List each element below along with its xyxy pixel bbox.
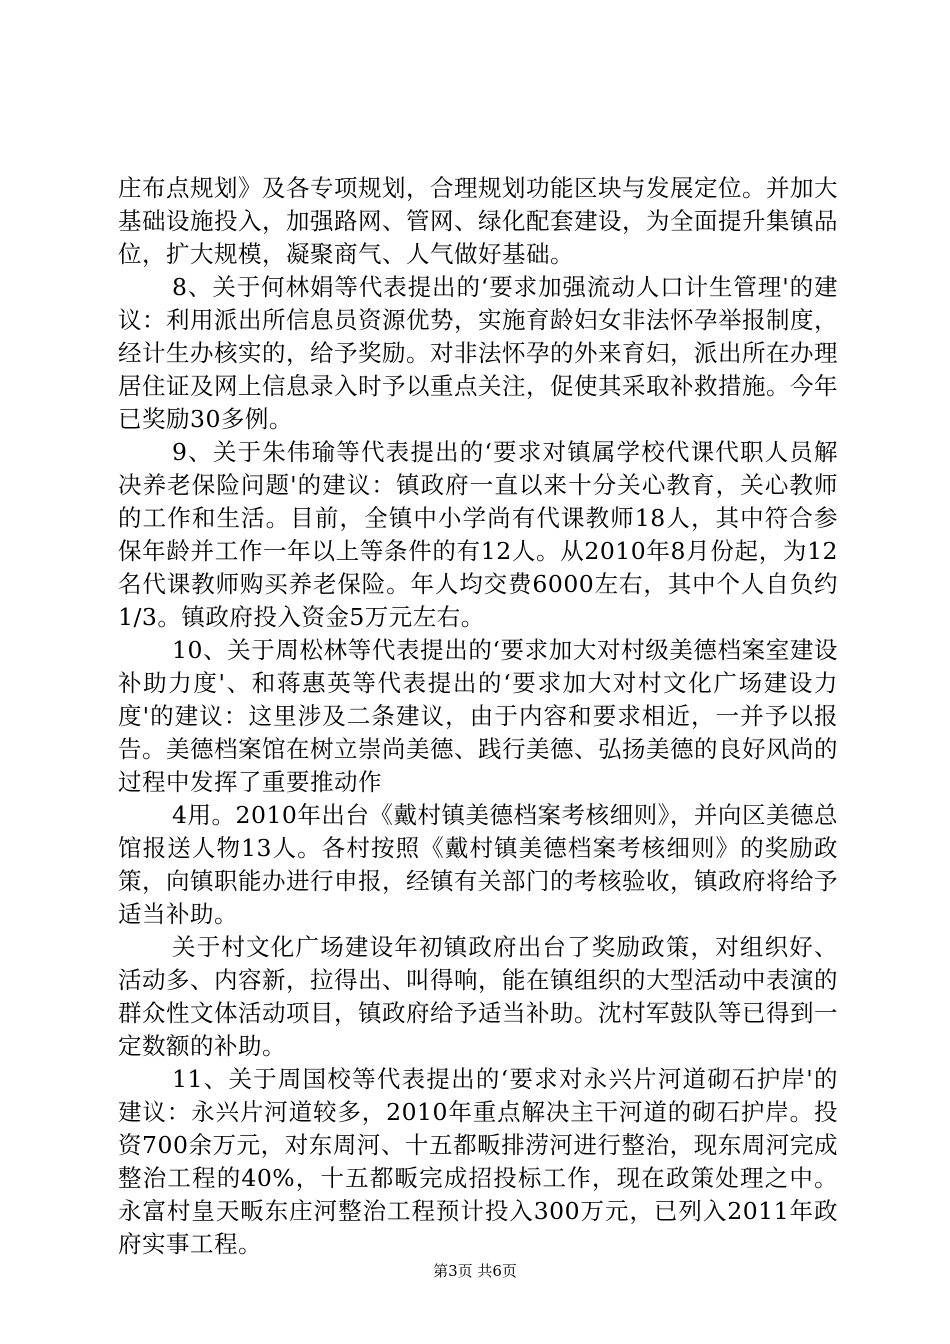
paragraph-item-8: 8、关于何林娟等代表提出的‘要求加强流动人口计生管理'的建议：利用派出所信息员资源优势，实施育龄妇女非法怀孕举报制度，经计生办核实的，给予奖励。对非法怀孕的外来育妇，派出所在办理居住证及网上信息录入时予以重点关注，促使其采取补救措施。今年已奖励30多例。 bbox=[118, 273, 838, 433]
page-footer: 第3页 共6页 bbox=[433, 1262, 517, 1280]
paragraph-culture-square: 关于村文化广场建设年初镇政府出台了奖励政策，对组织好、活动多、内容新，拉得出、叫得响，能在镇组织的大型活动中表演的群众性文体活动项目，镇政府给予适当补助。沈村军鼓队等已得到一定数额的补助。 bbox=[118, 933, 838, 1060]
paragraph-continuation: 庄布点规划》及各专项规划，合理规划功能区块与发展定位。并加大基础设施投入，加强路网、管网、绿化配套建设，为全面提升集镇品位，扩大规模，凝聚商气、人气做好基础。 bbox=[118, 174, 838, 268]
paragraph-item-11: 11、关于周国校等代表提出的‘要求对永兴片河道砌石护岸'的建议：永兴片河道较多，2010年重点解决主干河道的砌石护岸。投资700余万元，对东周河、十五都畈排涝河进行整治，现东周河完成整治工程的40%，十五都畈完成招投标工作，现在政策处理之中。永富村皇天畈东庄河整治工程预计投入300万元，已列入2011年政府实事工程。 bbox=[118, 1065, 838, 1258]
paragraph-item-10: 10、关于周松林等代表提出的‘要求加大对村级美德档案室建设补助力度'、和蒋惠英等代表提出的‘要求加大对村文化广场建设力度'的建议：这里涉及二条建议，由于内容和要求相近，一并予以报告。美德档案馆在树立崇尚美德、践行美德、弘扬美德的良好风尚的过程中发挥了重要推动作 bbox=[118, 636, 838, 796]
paragraph-item-10-continued: 4用。2010年出台《戴村镇美德档案考核细则》，并向区美德总馆报送人物13人。各村按照《戴村镇美德档案考核细则》的奖励政策，向镇职能办进行申报，经镇有关部门的考核验收，镇政府将给予适当补助。 bbox=[118, 801, 838, 928]
document-body bbox=[118, 172, 838, 1261]
paragraph-item-9: 9、关于朱伟瑜等代表提出的‘要求对镇属学校代课代职人员解决养老保险问题'的建议：镇政府一直以来十分关心教育，关心教师的工作和生活。目前，全镇中小学尚有代课教师18人，其中符合参保年龄并工作一年以上等条件的有12人。从2010年8月份起，为12名代课教师购买养老保险。年人均交费6000左右，其中个人自负约1/3。镇政府投入资金5万元左右。 bbox=[118, 438, 838, 631]
